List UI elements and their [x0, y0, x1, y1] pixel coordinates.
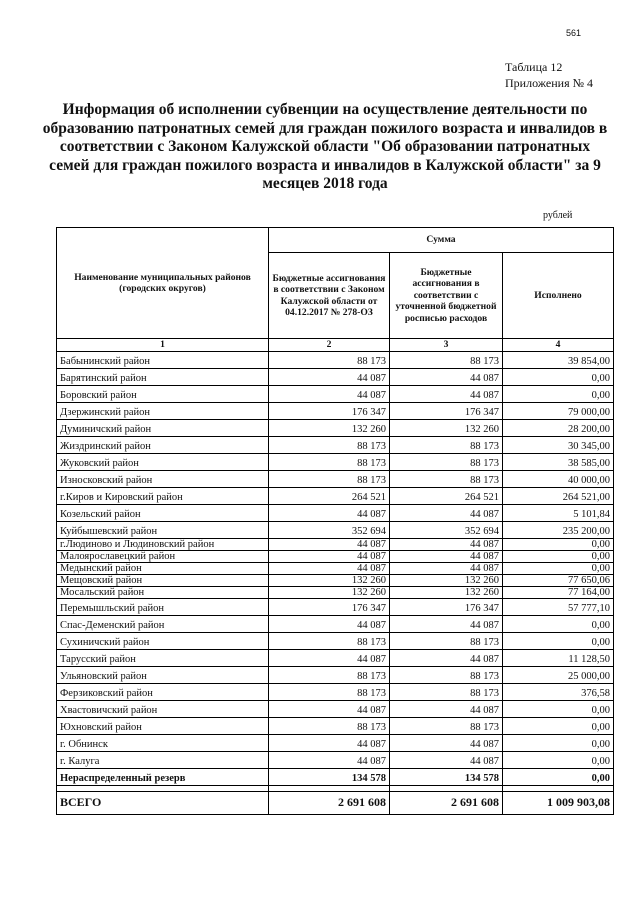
- executed-amount: 0,00: [503, 632, 614, 649]
- total-col2: 2 691 608: [269, 791, 390, 814]
- executed-amount: 0,00: [503, 562, 614, 574]
- table-row: [57, 562, 614, 574]
- table-row: [57, 574, 614, 586]
- executed-amount: 39 854,00: [503, 351, 614, 368]
- allocation-budget: 44 087: [390, 734, 503, 751]
- district-name: Малоярославецкий район: [57, 550, 269, 562]
- table-row: [57, 487, 614, 504]
- allocation-budget: 44 087: [390, 368, 503, 385]
- column-number: 3: [390, 339, 503, 352]
- allocation-law: 132 260: [269, 574, 390, 586]
- table-row: [57, 351, 614, 368]
- units-label: рублей: [543, 210, 573, 221]
- executed-amount: 11 128,50: [503, 649, 614, 666]
- executed-amount: 5 101,84: [503, 504, 614, 521]
- allocation-law: 88 173: [269, 666, 390, 683]
- header-name: Наименование муниципальных районов (городских округов): [57, 228, 269, 339]
- allocation-budget: 88 173: [390, 666, 503, 683]
- table-row: [57, 470, 614, 487]
- table-row: [57, 453, 614, 470]
- table-row: [57, 683, 614, 700]
- executed-amount: 0,00: [503, 538, 614, 550]
- total-name: ВСЕГО: [57, 791, 269, 814]
- executed-amount: 77 650,06: [503, 574, 614, 586]
- executed-amount: 264 521,00: [503, 487, 614, 504]
- executed-amount: 0,00: [503, 368, 614, 385]
- allocation-law: 44 087: [269, 385, 390, 402]
- allocation-budget: 44 087: [390, 550, 503, 562]
- allocation-law: 44 087: [269, 649, 390, 666]
- allocation-budget: 264 521: [390, 487, 503, 504]
- allocation-law: 176 347: [269, 402, 390, 419]
- allocation-budget: 132 260: [390, 419, 503, 436]
- table-row: [57, 632, 614, 649]
- allocation-law: 44 087: [269, 562, 390, 574]
- executed-amount: 40 000,00: [503, 470, 614, 487]
- allocation-law: 44 087: [269, 368, 390, 385]
- allocation-budget: 88 173: [390, 351, 503, 368]
- executed-amount: 28 200,00: [503, 419, 614, 436]
- allocation-budget: 352 694: [390, 521, 503, 538]
- district-name: Мосальский район: [57, 586, 269, 598]
- allocation-budget: 44 087: [390, 504, 503, 521]
- allocation-budget: 44 087: [390, 615, 503, 632]
- allocation-budget: 44 087: [390, 751, 503, 768]
- table-reference: [505, 59, 593, 91]
- allocation-law: 44 087: [269, 615, 390, 632]
- allocation-budget: 44 087: [390, 538, 503, 550]
- total-row: [57, 791, 614, 814]
- allocation-law: 44 087: [269, 550, 390, 562]
- district-name: Мещовский район: [57, 574, 269, 586]
- district-name: Ферзиковский район: [57, 683, 269, 700]
- allocation-budget: 176 347: [390, 402, 503, 419]
- allocation-budget: 44 087: [390, 562, 503, 574]
- allocation-budget: 176 347: [390, 598, 503, 615]
- table-row: [57, 717, 614, 734]
- allocation-budget: 88 173: [390, 453, 503, 470]
- reserve-name: Нераспределенный резерв: [57, 768, 269, 785]
- table-reference-line1: Таблица 12: [505, 60, 563, 74]
- district-name: Жиздринский район: [57, 436, 269, 453]
- table-row: [57, 436, 614, 453]
- district-name: Барятинский район: [57, 368, 269, 385]
- allocation-law: 176 347: [269, 598, 390, 615]
- allocation-law: 88 173: [269, 470, 390, 487]
- district-name: Боровский район: [57, 385, 269, 402]
- executed-amount: 0,00: [503, 550, 614, 562]
- allocation-budget: 88 173: [390, 632, 503, 649]
- executed-amount: 0,00: [503, 385, 614, 402]
- district-name: Дзержинский район: [57, 402, 269, 419]
- allocation-law: 264 521: [269, 487, 390, 504]
- table-row: [57, 368, 614, 385]
- table-row: [57, 598, 614, 615]
- reserve-col2: 134 578: [269, 768, 390, 785]
- subvention-table: [56, 227, 614, 815]
- district-name: Юхновский район: [57, 717, 269, 734]
- district-name: г.Людиново и Людиновский район: [57, 538, 269, 550]
- executed-amount: 30 345,00: [503, 436, 614, 453]
- allocation-law: 44 087: [269, 504, 390, 521]
- table-row: [57, 649, 614, 666]
- allocation-law: 88 173: [269, 436, 390, 453]
- total-col4: 1 009 903,08: [503, 791, 614, 814]
- reserve-col3: 134 578: [390, 768, 503, 785]
- reserve-col4: 0,00: [503, 768, 614, 785]
- allocation-budget: 132 260: [390, 574, 503, 586]
- executed-amount: 0,00: [503, 717, 614, 734]
- column-number: 4: [503, 339, 614, 352]
- column-number: 1: [57, 339, 269, 352]
- allocation-budget: 44 087: [390, 700, 503, 717]
- district-name: Думиничский район: [57, 419, 269, 436]
- allocation-law: 88 173: [269, 351, 390, 368]
- district-name: г. Калуга: [57, 751, 269, 768]
- document-title: Информация об исполнении субвенции на осуществление деятельности по образованию патронатных семей для граждан пожилого возраста и инвалидов в соответствии с Законом Калужской области "Об образовании патронатных семей для граждан пожилого возраста и инвалидов в Калужской области" за 9 месяцев 2018 года: [42, 101, 608, 193]
- district-name: Тарусский район: [57, 649, 269, 666]
- executed-amount: 235 200,00: [503, 521, 614, 538]
- district-name: Медынский район: [57, 562, 269, 574]
- district-name: Износковский район: [57, 470, 269, 487]
- executed-amount: 57 777,10: [503, 598, 614, 615]
- allocation-law: 44 087: [269, 734, 390, 751]
- district-name: Ульяновский район: [57, 666, 269, 683]
- table-row: [57, 666, 614, 683]
- table-row: [57, 504, 614, 521]
- executed-amount: 0,00: [503, 700, 614, 717]
- district-name: Хвастовичский район: [57, 700, 269, 717]
- table-row: [57, 402, 614, 419]
- allocation-budget: 132 260: [390, 586, 503, 598]
- executed-amount: 0,00: [503, 615, 614, 632]
- executed-amount: 0,00: [503, 734, 614, 751]
- district-name: Куйбышевский район: [57, 521, 269, 538]
- executed-amount: 376,58: [503, 683, 614, 700]
- allocation-budget: 88 173: [390, 470, 503, 487]
- page-number: 561: [566, 28, 582, 38]
- table-row: [57, 550, 614, 562]
- table-row: [57, 700, 614, 717]
- district-name: Спас-Деменский район: [57, 615, 269, 632]
- table-row: [57, 521, 614, 538]
- allocation-budget: 88 173: [390, 683, 503, 700]
- total-col3: 2 691 608: [390, 791, 503, 814]
- allocation-law: 88 173: [269, 453, 390, 470]
- table-row: [57, 751, 614, 768]
- column-number: 2: [269, 339, 390, 352]
- allocation-law: 132 260: [269, 419, 390, 436]
- allocation-law: 44 087: [269, 538, 390, 550]
- allocation-law: 132 260: [269, 586, 390, 598]
- executed-amount: 77 164,00: [503, 586, 614, 598]
- district-name: Жуковский район: [57, 453, 269, 470]
- district-name: Козельский район: [57, 504, 269, 521]
- reserve-row: [57, 768, 614, 785]
- table-row: [57, 419, 614, 436]
- allocation-law: 88 173: [269, 632, 390, 649]
- allocation-budget: 88 173: [390, 436, 503, 453]
- table-row: [57, 615, 614, 632]
- district-name: г.Киров и Кировский район: [57, 487, 269, 504]
- allocation-budget: 44 087: [390, 385, 503, 402]
- header-col4: Исполнено: [503, 253, 614, 339]
- executed-amount: 25 000,00: [503, 666, 614, 683]
- allocation-law: 352 694: [269, 521, 390, 538]
- executed-amount: 0,00: [503, 751, 614, 768]
- district-name: Перемышльский район: [57, 598, 269, 615]
- allocation-budget: 88 173: [390, 717, 503, 734]
- allocation-law: 88 173: [269, 717, 390, 734]
- district-name: г. Обнинск: [57, 734, 269, 751]
- header-col2: Бюджетные ассигнования в соответствии с Законом Калужской области от 04.12.2017 № 278-ОЗ: [269, 253, 390, 339]
- allocation-law: 88 173: [269, 683, 390, 700]
- allocation-law: 44 087: [269, 700, 390, 717]
- executed-amount: 38 585,00: [503, 453, 614, 470]
- table-row: [57, 586, 614, 598]
- allocation-budget: 44 087: [390, 649, 503, 666]
- header-col3: Бюджетные ассигнования в соответствии с уточненной бюджетной росписью расходов: [390, 253, 503, 339]
- allocation-law: 44 087: [269, 751, 390, 768]
- executed-amount: 79 000,00: [503, 402, 614, 419]
- table-row: [57, 538, 614, 550]
- district-name: Бабынинский район: [57, 351, 269, 368]
- table-row: [57, 734, 614, 751]
- table-row: [57, 385, 614, 402]
- header-sum: Сумма: [269, 228, 614, 253]
- table-reference-line2: Приложения № 4: [505, 76, 594, 90]
- district-name: Сухиничский район: [57, 632, 269, 649]
